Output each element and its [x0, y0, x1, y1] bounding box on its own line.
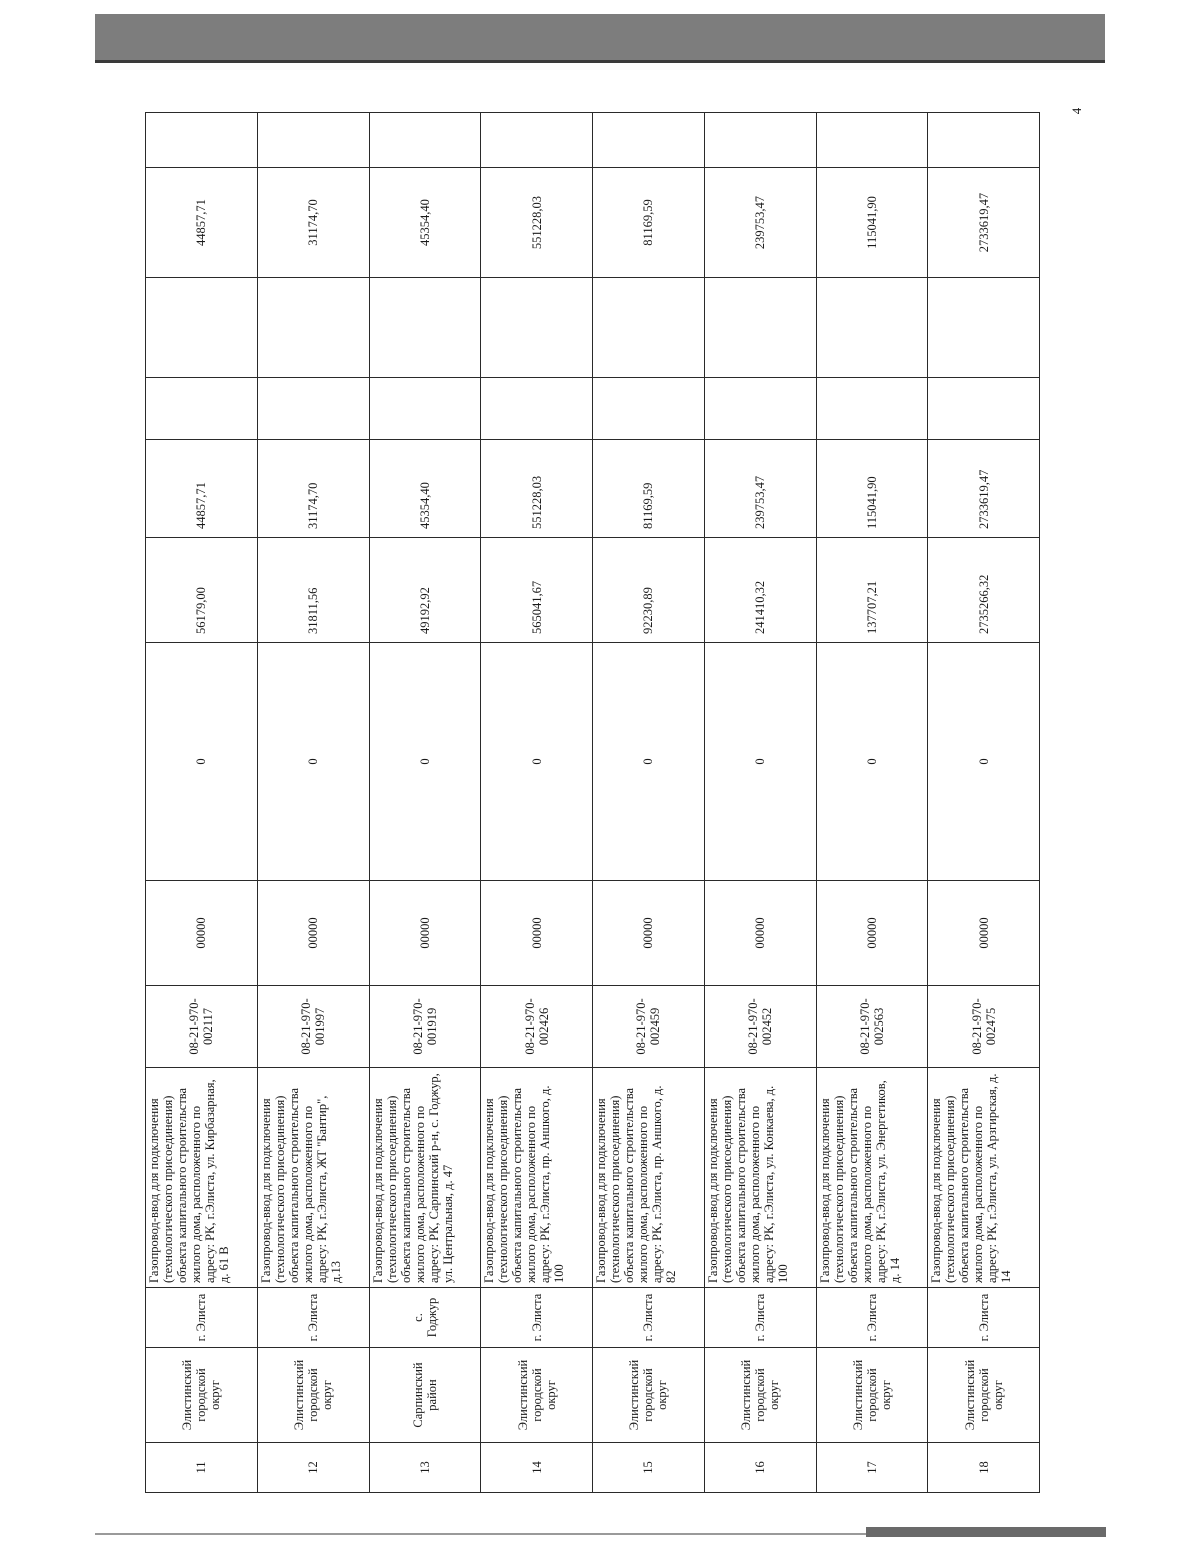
object-name: Газопровод-ввод для подключения (технологического присоединения) объекта капитального строительства жилого дома, расположенного по адресу: РК, г.Элиста, ул. Кирбазарная, д. 61 В [146, 1068, 258, 1288]
empty-cell [481, 113, 593, 168]
object-name: Газопровод-ввод для подключения (технологического присоединения) объекта капитального строительства жилого дома, расположенного по адресу: РК, Сарпинский р-н, с. Годжур, ул. Центральная, д. 47 [369, 1068, 481, 1288]
row-number: 16 [704, 1443, 816, 1493]
zero-cell: 0 [593, 643, 705, 881]
municipality: Сарпинский район [369, 1348, 481, 1443]
empty-cell [704, 278, 816, 378]
scan-top-edge-line [95, 60, 1105, 63]
municipality: Элистинский городской округ [481, 1348, 593, 1443]
value-total: 551228,03 [481, 168, 593, 278]
cadastral-number: 08-21-970-002459 [593, 986, 705, 1068]
row-number: 17 [816, 1443, 928, 1493]
code-cell: 00000 [593, 881, 705, 986]
municipality: Элистинский городской округ [593, 1348, 705, 1443]
code-cell: 00000 [257, 881, 369, 986]
value-estimated: 92230,89 [593, 538, 705, 643]
cadastral-number: 08-21-970-002563 [816, 986, 928, 1068]
table-row [593, 113, 705, 1493]
value-actual: 45354,40 [369, 440, 481, 538]
table-row [704, 113, 816, 1493]
empty-cell [704, 113, 816, 168]
zero-cell: 0 [704, 643, 816, 881]
empty-cell [816, 113, 928, 168]
empty-cell [593, 113, 705, 168]
object-name: Газопровод-ввод для подключения (технологического присоединения) объекта капитального строительства жилого дома, расположенного по адресу: РК, г.Элиста, пр. Аншкого, д. 100 [481, 1068, 593, 1288]
rotated-table-frame [145, 113, 1040, 1493]
empty-cell [593, 278, 705, 378]
cadastral-number: 08-21-970-001997 [257, 986, 369, 1068]
empty-cell [257, 113, 369, 168]
scan-top-bar [95, 14, 1105, 60]
cadastral-number: 08-21-970-002452 [704, 986, 816, 1068]
row-number: 12 [257, 1443, 369, 1493]
object-name: Газопровод-ввод для подключения (технологического присоединения) объекта капитального строительства жилого дома, расположенного по адресу: РК, г.Элиста, ЖТ "Бантир", д.13 [257, 1068, 369, 1288]
code-cell: 00000 [369, 881, 481, 986]
locality: г. Элиста [146, 1288, 258, 1348]
empty-cell [369, 113, 481, 168]
value-total: 239753,47 [704, 168, 816, 278]
value-estimated: 241410,32 [704, 538, 816, 643]
empty-cell [928, 113, 1040, 168]
value-estimated: 31811,56 [257, 538, 369, 643]
locality: г. Элиста [481, 1288, 593, 1348]
cadastral-number: 08-21-970-002426 [481, 986, 593, 1068]
value-estimated: 137707,21 [816, 538, 928, 643]
empty-cell [369, 378, 481, 440]
empty-cell [146, 378, 258, 440]
locality: г. Элиста [928, 1288, 1040, 1348]
value-actual: 2733619,47 [928, 440, 1040, 538]
empty-cell [146, 113, 258, 168]
locality: с. Годжур [369, 1288, 481, 1348]
value-total: 115041,90 [816, 168, 928, 278]
empty-cell [816, 278, 928, 378]
zero-cell: 0 [816, 643, 928, 881]
zero-cell: 0 [146, 643, 258, 881]
zero-cell: 0 [928, 643, 1040, 881]
object-name: Газопровод-ввод для подключения (технологического присоединения) объекта капитального строительства жилого дома, расположенного по адресу: РК, г.Элиста, ул. Арзгирская, д. 14 [928, 1068, 1040, 1288]
code-cell: 00000 [928, 881, 1040, 986]
object-name: Газопровод-ввод для подключения (технологического присоединения) объекта капитального строительства жилого дома, расположенного по адресу: РК, г.Элиста, пр. Аншкого, д. 82 [593, 1068, 705, 1288]
municipality: Элистинский городской округ [704, 1348, 816, 1443]
municipality: Элистинский городской округ [146, 1348, 258, 1443]
locality: г. Элиста [704, 1288, 816, 1348]
municipality: Элистинский городской округ [928, 1348, 1040, 1443]
value-total: 31174,70 [257, 168, 369, 278]
table-row [369, 113, 481, 1493]
value-estimated: 2735266,32 [928, 538, 1040, 643]
table-row [481, 113, 593, 1493]
value-actual: 31174,70 [257, 440, 369, 538]
objects-table [145, 112, 1040, 1493]
empty-cell [481, 278, 593, 378]
page-number: 4 [1069, 107, 1084, 115]
empty-cell [257, 278, 369, 378]
value-total: 45354,40 [369, 168, 481, 278]
cadastral-number: 08-21-970-002475 [928, 986, 1040, 1068]
empty-cell [928, 378, 1040, 440]
row-number: 18 [928, 1443, 1040, 1493]
value-estimated: 49192,92 [369, 538, 481, 643]
table-row [816, 113, 928, 1493]
empty-cell [593, 378, 705, 440]
zero-cell: 0 [257, 643, 369, 881]
value-actual: 44857,71 [146, 440, 258, 538]
object-name: Газопровод-ввод для подключения (технологического присоединения) объекта капитального строительства жилого дома, расположенного по адресу: РК, г.Элиста, ул. Конкаева, д. 100 [704, 1068, 816, 1288]
cadastral-number: 08-21-970-002117 [146, 986, 258, 1068]
code-cell: 00000 [704, 881, 816, 986]
row-number: 15 [593, 1443, 705, 1493]
value-actual: 115041,90 [816, 440, 928, 538]
value-actual: 551228,03 [481, 440, 593, 538]
empty-cell [146, 278, 258, 378]
object-name: Газопровод-ввод для подключения (технологического присоединения) объекта капитального строительства жилого дома, расположенного по адресу: РК, г.Элиста, ул. Энергетиков, д. 14 [816, 1068, 928, 1288]
row-number: 13 [369, 1443, 481, 1493]
municipality: Элистинский городской округ [257, 1348, 369, 1443]
code-cell: 00000 [816, 881, 928, 986]
value-total: 2733619,47 [928, 168, 1040, 278]
empty-cell [481, 378, 593, 440]
locality: г. Элиста [816, 1288, 928, 1348]
cadastral-number: 08-21-970-001919 [369, 986, 481, 1068]
scan-bottom-bar [866, 1527, 1106, 1537]
empty-cell [704, 378, 816, 440]
zero-cell: 0 [481, 643, 593, 881]
table-row [257, 113, 369, 1493]
value-total: 81169,59 [593, 168, 705, 278]
empty-cell [928, 278, 1040, 378]
row-number: 11 [146, 1443, 258, 1493]
empty-cell [257, 378, 369, 440]
empty-cell [816, 378, 928, 440]
table-row [928, 113, 1040, 1493]
empty-cell [369, 278, 481, 378]
table-body [146, 113, 1040, 1493]
zero-cell: 0 [369, 643, 481, 881]
value-actual: 239753,47 [704, 440, 816, 538]
locality: г. Элиста [257, 1288, 369, 1348]
table-row [146, 113, 258, 1493]
code-cell: 00000 [481, 881, 593, 986]
code-cell: 00000 [146, 881, 258, 986]
locality: г. Элиста [593, 1288, 705, 1348]
value-actual: 81169,59 [593, 440, 705, 538]
value-estimated: 565041,67 [481, 538, 593, 643]
value-estimated: 56179,00 [146, 538, 258, 643]
value-total: 44857,71 [146, 168, 258, 278]
municipality: Элистинский городской округ [816, 1348, 928, 1443]
row-number: 14 [481, 1443, 593, 1493]
